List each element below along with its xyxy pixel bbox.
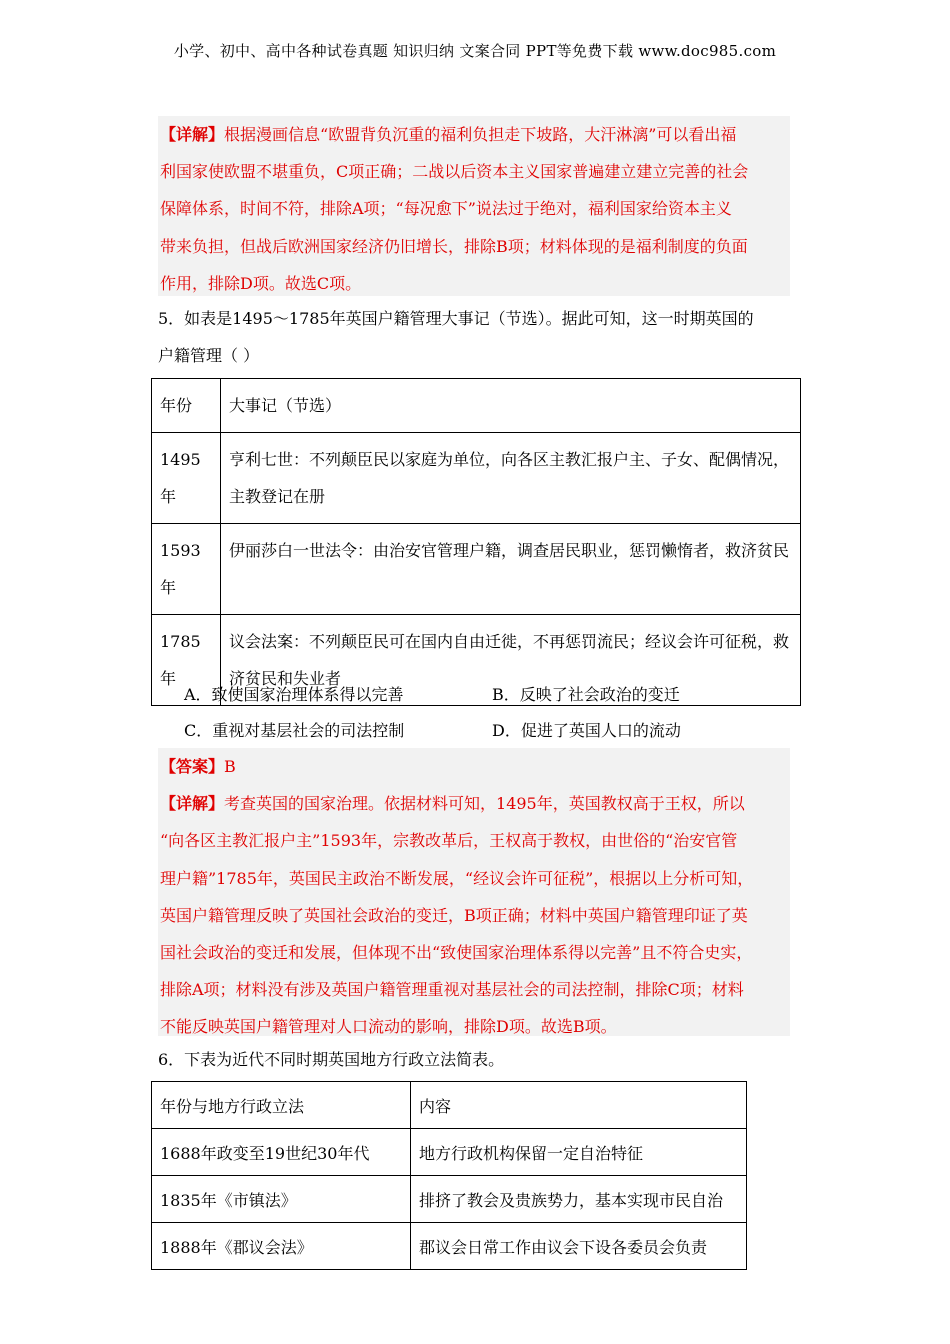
row-year: 1495年 — [152, 433, 221, 524]
option-d: D．促进了英国人口的流动 — [492, 721, 681, 740]
q6-table — [151, 1081, 747, 1270]
answer-line — [160, 748, 788, 785]
row-content: 排挤了教会及贵族势力，基本实现市民自治 — [411, 1176, 747, 1223]
answer-tag: 【答案】 — [160, 757, 225, 776]
q5-detail-line-4: 英国户籍管理反映了英国社会政治的变迁，B项正确；材料中英国户籍管理印证了英 — [160, 905, 748, 925]
row-event: 议会法案：不列颠臣民可在国内自由迁徙，不再惩罚流民；经议会许可征税，救济贫民和失业者 — [221, 615, 801, 706]
row-content: 地方行政机构保留一定自治特征 — [411, 1129, 747, 1176]
row-year: 1593年 — [152, 524, 221, 615]
q5-stem — [158, 300, 794, 374]
q5-detail-line-6: 排除A项；材料没有涉及英国户籍管理重视对基层社会的司法控制，排除C项；材料 — [160, 980, 744, 1000]
table-row — [152, 1176, 747, 1223]
q6-stem: 6．下表为近代不同时期英国地方行政立法简表。 — [158, 1050, 505, 1069]
header-content: 内容 — [411, 1082, 747, 1129]
row-law: 1688年政变至19世纪30年代 — [152, 1129, 411, 1176]
option-c: C．重视对基层社会的司法控制 — [184, 721, 405, 740]
detail-tag: 【详解】 — [160, 125, 225, 144]
q5-detail-line-7: 不能反映英国户籍管理对人口流动的影响，排除D项。故选B项。 — [160, 1017, 617, 1037]
q4-detail-line-3: 保障体系，时间不符，排除A项；“每况愈下”说法过于绝对，福利国家给资本主义 — [160, 199, 732, 219]
option-b: B．反映了社会政治的变迁 — [492, 685, 680, 704]
detail-tag: 【详解】 — [160, 794, 225, 814]
q4-detail-line-5: 作用，排除D项。故选C项。 — [160, 273, 362, 293]
answer-value: B — [224, 757, 236, 776]
row-year: 1785年 — [152, 615, 221, 706]
q5-detail-line-1: 【详解】考查英国的国家治理。依据材料可知，1495年，英国教权高于王权，所以 — [160, 794, 745, 814]
table-row — [152, 433, 801, 524]
q5-stem-line-2: 户籍管理（ ） — [158, 346, 260, 365]
header-event: 大事记（节选） — [221, 379, 801, 433]
q4-detail-line-2: 利国家使欧盟不堪重负，C项正确；二战以后资本主义国家普遍建立建立完善的社会 — [160, 162, 749, 182]
row-content: 郡议会日常工作由议会下设各委员会负责 — [411, 1223, 747, 1270]
q4-detail-block — [158, 116, 790, 296]
q5-options — [184, 677, 681, 749]
q5-detail-line-3: 理户籍”1785年，英国民主政治不断发展，“经议会许可征税”，根据以上分析可知， — [160, 868, 754, 888]
option-a: A．致使国家治理体系得以完善 — [184, 685, 404, 704]
row-law: 1835年《市镇法》 — [152, 1176, 411, 1223]
row-event: 伊丽莎白一世法令：由治安官管理户籍，调查居民职业，惩罚懒惰者，救济贫民 — [221, 524, 801, 615]
table-row — [152, 1223, 747, 1270]
q5-table — [151, 378, 801, 706]
table-header-row — [152, 1082, 747, 1129]
header-law: 年份与地方行政立法 — [152, 1082, 411, 1129]
table-header-row — [152, 379, 801, 433]
table-row — [152, 524, 801, 615]
q5-detail-line-2: “向各区主教汇报户主”1593年，宗教改革后，王权高于教权，由世俗的“治安官管 — [160, 831, 738, 851]
q5-detail-line-5: 国社会政治的变迁和发展，但体现不出“致使国家治理体系得以完善”且不符合史实， — [160, 943, 753, 963]
q4-detail-line-4: 带来负担，但战后欧洲国家经济仍旧增长，排除B项；材料体现的是福利制度的负面 — [160, 236, 748, 256]
q4-detail-line-1: 【详解】根据漫画信息“欧盟背负沉重的福利负担走下坡路，大汗淋漓”可以看出福 — [160, 125, 737, 144]
table-row — [152, 1129, 747, 1176]
row-event: 亨利七世：不列颠臣民以家庭为单位，向各区主教汇报户主、子女、配偶情况，主教登记在册 — [221, 433, 801, 524]
row-law: 1888年《郡议会法》 — [152, 1223, 411, 1270]
q5-answer-block — [158, 748, 790, 1036]
header-year: 年份 — [152, 379, 221, 433]
page-header: 小学、初中、高中各种试卷真题 知识归纳 文案合同 PPT等免费下载 www.doc985.com — [173, 42, 777, 60]
q5-stem-line-1: 5．如表是1495～1785年英国户籍管理大事记（节选）。据此可知，这一时期英国的 — [158, 309, 754, 328]
